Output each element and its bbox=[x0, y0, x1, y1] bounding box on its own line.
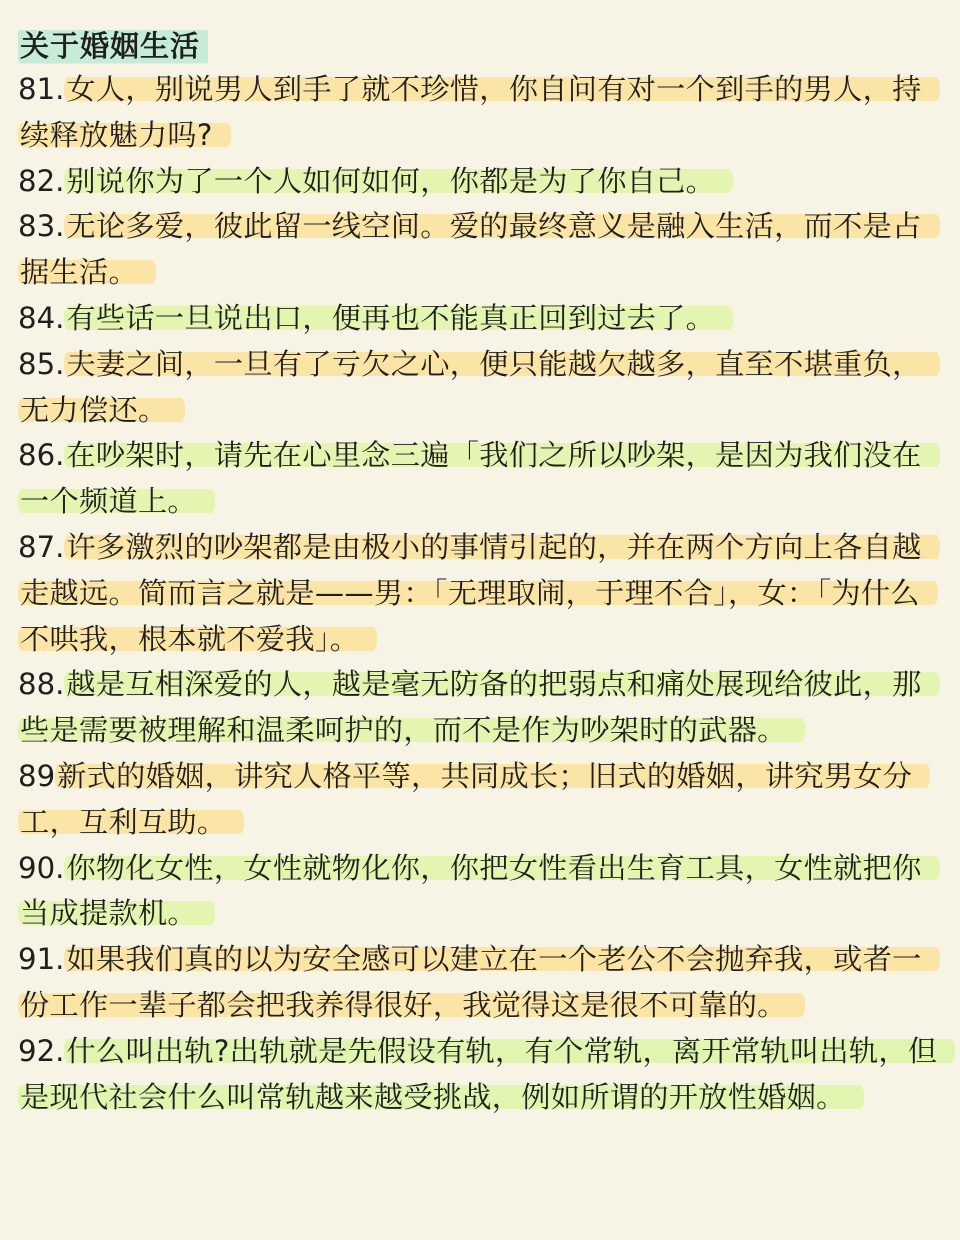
entry-85 bbox=[18, 342, 938, 434]
entry-text: 有些话一旦说出口，便再也不能真正回到过去了。 bbox=[64, 301, 733, 335]
entry-number: 89 bbox=[18, 758, 56, 793]
entry-number: 85. bbox=[18, 346, 65, 381]
entry-number: 81. bbox=[18, 72, 65, 106]
page-title: 关于婚姻生活 bbox=[18, 26, 208, 66]
entry-text: 无论多爱，彼此留一线空间。爱的最终意义是融入生活，而不是占据生活。 bbox=[18, 209, 940, 289]
entry-number: 90. bbox=[18, 850, 65, 885]
entry-text: 新式的婚姻，讲究人格平等，共同成长；旧式的婚姻，讲究男女分工，互利互助。 bbox=[18, 759, 930, 839]
entry-92 bbox=[18, 1029, 938, 1121]
entry-84 bbox=[18, 296, 938, 342]
entry-number: 86. bbox=[18, 438, 65, 473]
entry-number: 88. bbox=[18, 667, 65, 702]
entry-83 bbox=[18, 204, 938, 296]
entry-number: 87. bbox=[18, 529, 65, 564]
entry-87 bbox=[18, 525, 938, 662]
entry-81 bbox=[18, 67, 938, 159]
entry-text: 许多激烈的吵架都是由极小的事情引起的，并在两个方向上各自越走越远。简而言之就是——男：「无理取闹，于理不合」，女：「为什么不哄我，根本就不爱我」。 bbox=[18, 530, 940, 656]
entry-text: 在吵架时，请先在心里念三遍「我们之所以吵架，是因为我们没在一个频道上。 bbox=[18, 438, 940, 518]
entry-number: 92. bbox=[18, 1033, 65, 1068]
entry-text: 别说你为了一个人如何如何，你都是为了你自己。 bbox=[64, 164, 733, 198]
entry-86 bbox=[18, 433, 938, 525]
entry-91 bbox=[18, 937, 938, 1029]
entry-text: 你物化女性，女性就物化你，你把女性看出生育工具，女性就把你当成提款机。 bbox=[18, 851, 940, 931]
entry-number: 91. bbox=[18, 942, 65, 977]
entry-number: 82. bbox=[18, 163, 65, 198]
entry-text: 夫妻之间，一旦有了亏欠之心，便只能越欠越多，直至不堪重负，无力偿还。 bbox=[18, 347, 940, 427]
entry-list bbox=[18, 67, 938, 1120]
entry-text: 越是互相深爱的人，越是毫无防备的把弱点和痛处展现给彼此，那些是需要被理解和温柔呵护的，而不是作为吵架时的武器。 bbox=[18, 667, 940, 747]
entry-82 bbox=[18, 159, 938, 205]
entry-number: 84. bbox=[18, 300, 65, 335]
entry-text: 如果我们真的以为安全感可以建立在一个老公不会抛弃我，或者一份工作一辈子都会把我养得很好，我觉得这是很不可靠的。 bbox=[18, 942, 940, 1022]
entry-text: 女人，别说男人到手了就不珍惜，你自问有对一个到手的男人，持续释放魅力吗? bbox=[18, 72, 940, 152]
entry-90 bbox=[18, 846, 938, 938]
entry-number: 83. bbox=[18, 209, 65, 244]
entry-88 bbox=[18, 662, 938, 754]
entry-89 bbox=[18, 754, 938, 846]
entry-text: 什么叫出轨?出轨就是先假设有轨，有个常轨，离开常轨叫出轨，但是现代社会什么叫常轨越来越受挑战，例如所谓的开放性婚姻。 bbox=[18, 1034, 955, 1114]
